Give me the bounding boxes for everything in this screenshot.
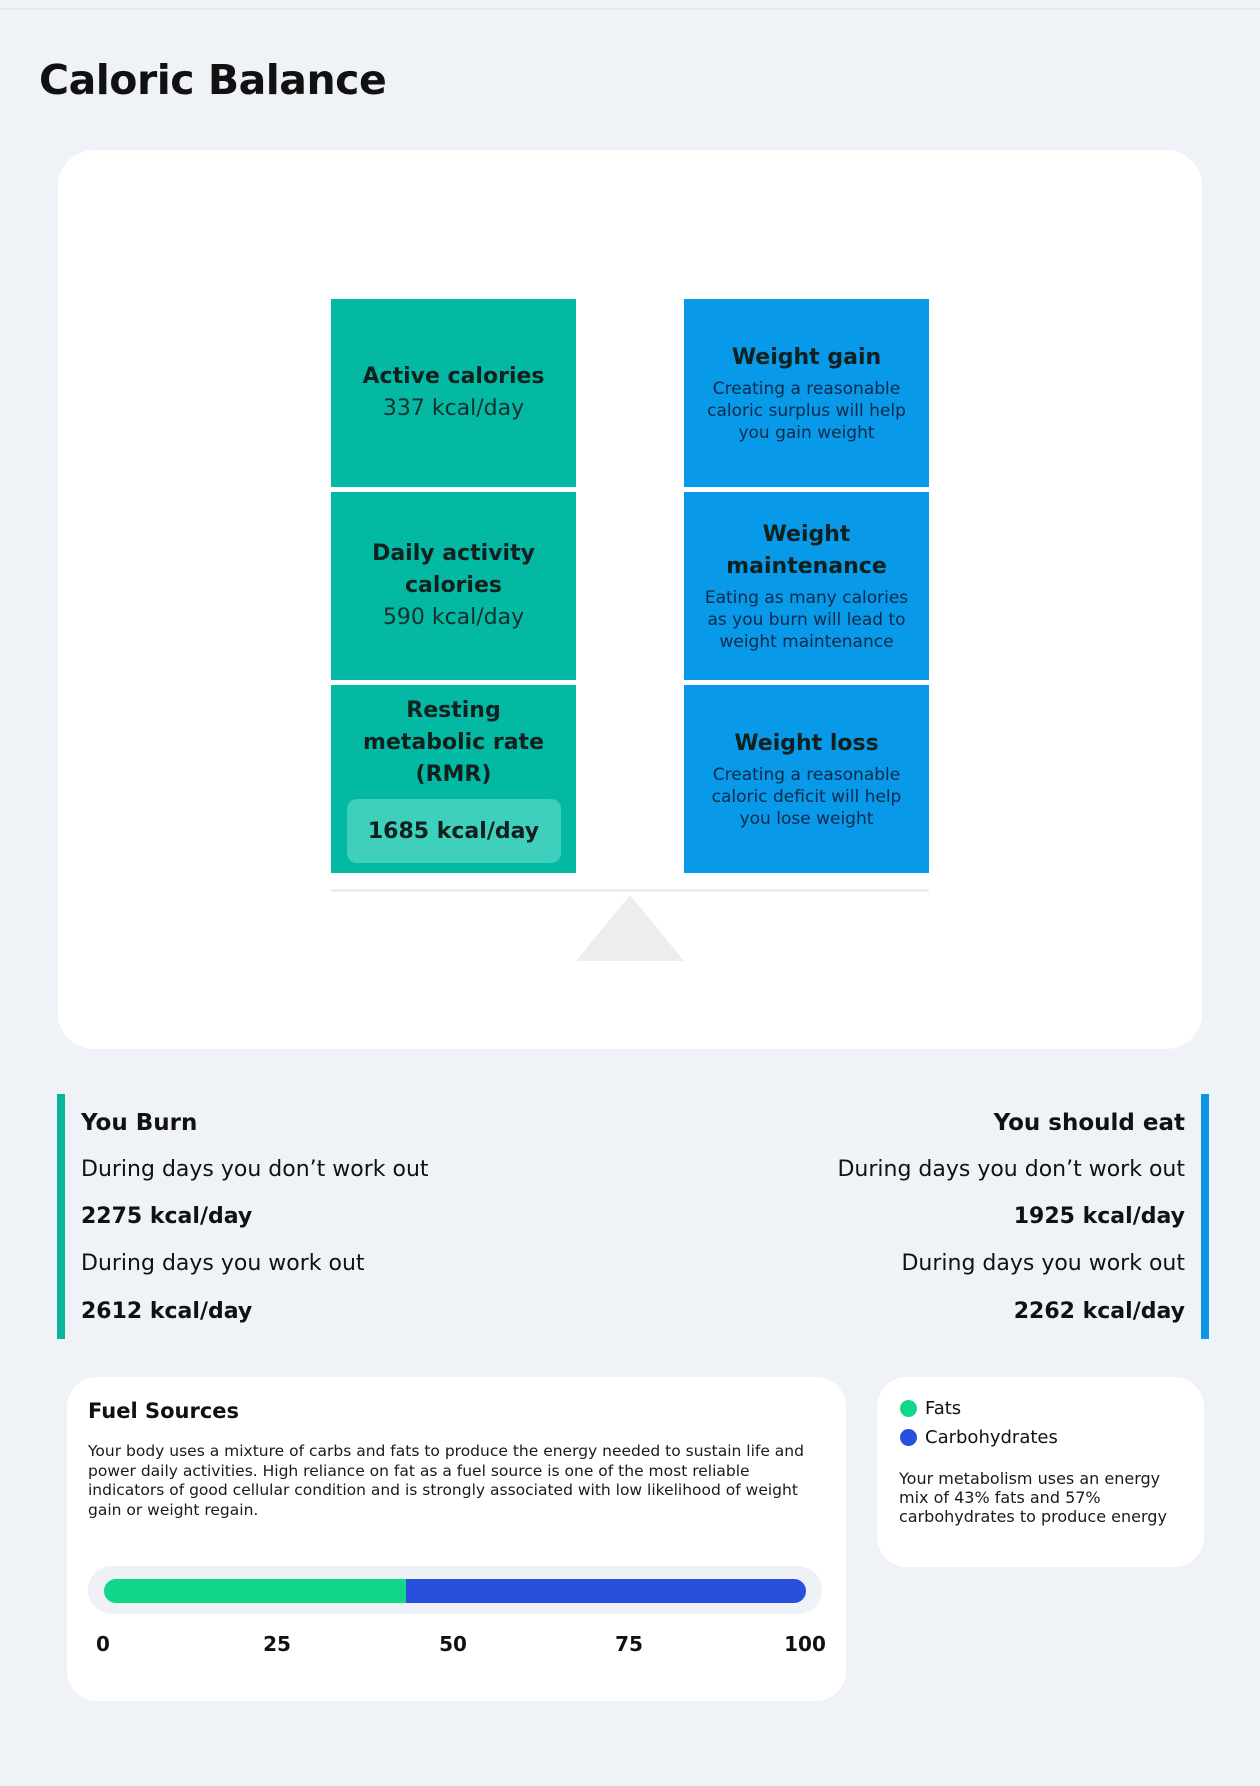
box-description: Eating as many calories as you burn will lead to weight maintenance — [704, 588, 909, 652]
legend-label: Carbohydrates — [925, 1427, 1058, 1448]
you-burn-heading: You Burn — [81, 1110, 198, 1136]
fuel-mix-bar — [104, 1579, 806, 1603]
box-description: Creating a reasonable caloric deficit will help you lose weight — [711, 765, 902, 829]
carbohydrates-dot-icon — [900, 1429, 917, 1446]
carbohydrates-segment — [406, 1579, 806, 1603]
you-should-eat-heading: You should eat — [993, 1110, 1185, 1136]
box-value: 590 kcal/day — [382, 605, 525, 630]
box-title: Weight loss — [734, 731, 879, 756]
box-description: Creating a reasonable caloric surplus will help you gain weight — [707, 379, 906, 443]
tick-label: 0 — [96, 1632, 110, 1656]
fuel-mix-track — [88, 1566, 822, 1614]
workout-day-value: 2612 kcal/day — [81, 1299, 253, 1324]
workout-day-value: 2262 kcal/day — [1013, 1299, 1185, 1324]
box-title: Weight maintenance — [726, 522, 887, 579]
legend-item-carbohydrates — [900, 1427, 1058, 1448]
tick-label: 25 — [263, 1632, 291, 1656]
rest-day-label: During days you don’t work out — [81, 1157, 429, 1182]
tick-label: 50 — [439, 1632, 467, 1656]
rest-day-value: 1925 kcal/day — [1013, 1204, 1185, 1229]
box-title: Daily activity calories — [372, 541, 535, 598]
fats-dot-icon — [900, 1400, 917, 1417]
rmr-value-pill: 1685 kcal/day — [347, 799, 561, 863]
fuel-sources-description: Your body uses a mixture of carbs and fats to produce the energy needed to sustain life and power daily activities. High reliance on fat as a fuel source is one of the most reliable indicators of good cellular condition and is strongly associated with low likelihood of weight gain or weight regain. — [88, 1442, 804, 1519]
rest-day-label: During days you don’t work out — [837, 1157, 1185, 1182]
legend-description: Your metabolism uses an energy mix of 43% fats and 57% carbohydrates to produce energy — [899, 1469, 1167, 1526]
workout-day-label: During days you work out — [81, 1251, 365, 1276]
active-calories-box — [331, 299, 576, 487]
you-burn-section — [57, 1094, 655, 1339]
rest-day-value: 2275 kcal/day — [81, 1204, 253, 1229]
fuel-sources-title: Fuel Sources — [88, 1399, 240, 1423]
fats-segment — [104, 1579, 406, 1603]
legend-label: Fats — [925, 1398, 962, 1419]
you-should-eat-section — [611, 1094, 1209, 1339]
scale-beam — [331, 889, 929, 892]
legend-item-fats — [900, 1398, 961, 1419]
scale-fulcrum — [576, 895, 684, 961]
page-title: Caloric Balance — [39, 56, 387, 104]
box-title: Weight gain — [731, 345, 882, 370]
daily-activity-calories-box — [331, 492, 576, 680]
weight-maintenance-box — [684, 492, 929, 680]
tick-label: 75 — [615, 1632, 643, 1656]
fuel-legend-card — [877, 1377, 1204, 1567]
fuel-sources-card — [67, 1377, 846, 1701]
box-title: Resting metabolic rate (RMR) — [363, 698, 544, 787]
box-title: Active calories — [362, 364, 545, 389]
top-divider — [0, 8, 1260, 10]
box-value: 337 kcal/day — [382, 396, 525, 421]
workout-day-label: During days you work out — [901, 1251, 1185, 1276]
weight-loss-box — [684, 685, 929, 873]
rmr-box — [331, 685, 576, 873]
caloric-scale-card — [58, 150, 1202, 1049]
fuel-mix-axis — [88, 1632, 828, 1662]
tick-label: 100 — [784, 1632, 826, 1656]
weight-gain-box — [684, 299, 929, 487]
